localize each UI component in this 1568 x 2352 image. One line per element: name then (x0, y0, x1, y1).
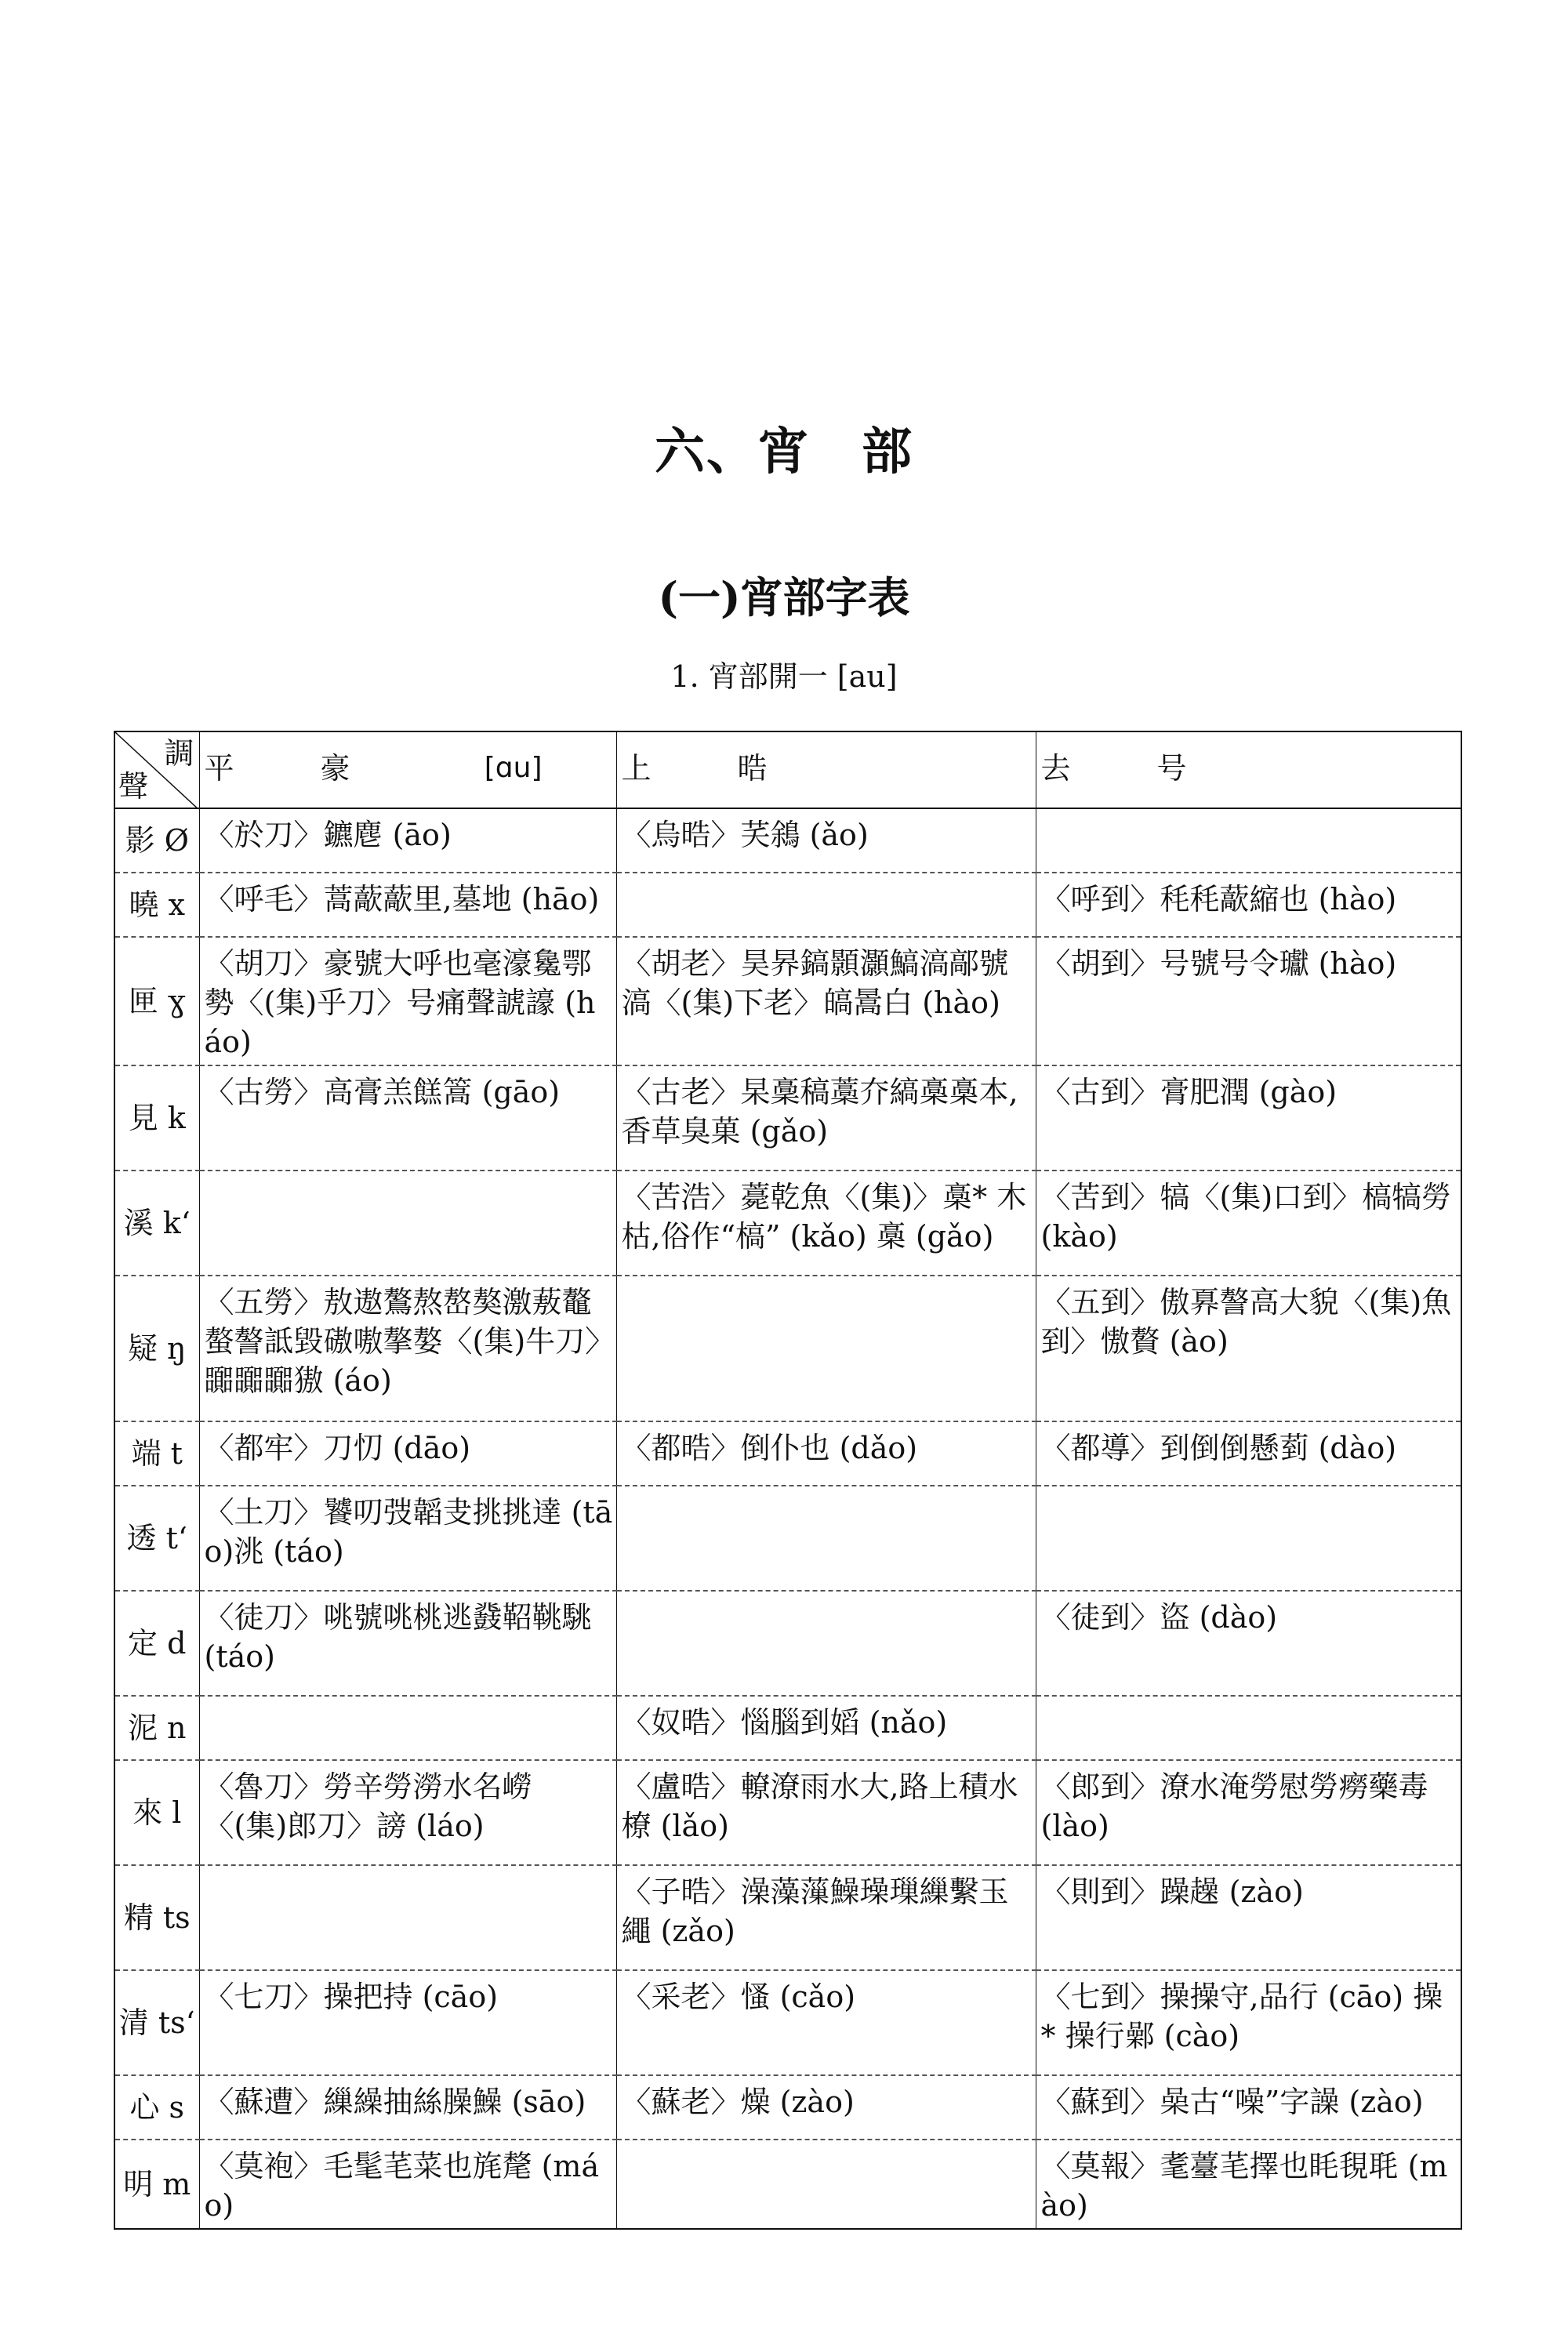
cell-ping: 〈胡刀〉豪號大呼也毫濠毚鄂勢〈(集)乎刀〉号痛聲諕譹 (háo) (199, 937, 616, 1065)
cell-qu (1036, 1486, 1461, 1591)
rhyme-table (114, 731, 1462, 2230)
header-qu-rhyme: 号 (1156, 751, 1187, 786)
table-row (114, 2075, 1461, 2140)
cell-qu: 〈都導〉到倒倒懸菿 (dào) (1036, 1421, 1461, 1486)
header-shang (616, 731, 1036, 808)
subsection-title: 1. 宵部開一 [au] (670, 659, 898, 694)
initial-label: 精 ts (114, 1865, 199, 1970)
cell-qu: 〈苦到〉犒〈(集)口到〉槁犒勞 (kào) (1036, 1171, 1461, 1276)
section-title: (一)宵部字表 (658, 572, 910, 622)
header-qu (1036, 731, 1461, 808)
cell-shang (616, 873, 1036, 937)
header-ping-ipa: [ɑu] (484, 752, 543, 784)
table-row (114, 1171, 1461, 1276)
cell-qu: 〈郎到〉潦水淹勞慰勞癆藥毒 (lào) (1036, 1760, 1461, 1865)
table-row (114, 1970, 1461, 2075)
cell-qu (1036, 1696, 1461, 1760)
cell-qu: 〈蘇到〉喿古“噪”字譟 (zào) (1036, 2075, 1461, 2140)
header-ping (199, 731, 616, 808)
cell-ping: 〈呼毛〉蒿藃藃里,墓地 (hāo) (199, 873, 616, 937)
cell-ping: 〈七刀〉操把持 (cāo) (199, 1970, 616, 2075)
initial-label: 透 t‘ (114, 1486, 199, 1591)
header-shang-tone: 上 (621, 751, 652, 786)
cell-shang (616, 1591, 1036, 1696)
cell-shang (616, 1276, 1036, 1421)
cell-qu: 〈胡到〉号號号令瓛 (hào) (1036, 937, 1461, 1065)
initial-label: 見 k (114, 1065, 199, 1171)
initial-label: 影 Ø (114, 808, 199, 873)
cell-shang (616, 2140, 1036, 2229)
cell-shang: 〈盧晧〉轑潦雨水大,路上積水橑 (lǎo) (616, 1760, 1036, 1865)
cell-shang: 〈采老〉慅 (cǎo) (616, 1970, 1036, 2075)
initial-label: 定 d (114, 1591, 199, 1696)
header-ping-tone: 平 (204, 751, 234, 786)
corner-tone-label: 調 (164, 736, 194, 771)
cell-shang (616, 1486, 1036, 1591)
table-header-row (114, 731, 1461, 808)
initial-label: 泥 n (114, 1696, 199, 1760)
header-qu-tone: 去 (1040, 751, 1071, 786)
cell-shang: 〈烏晧〉芺䳜 (ǎo) (616, 808, 1036, 873)
initial-label: 曉 x (114, 873, 199, 937)
table-row (114, 1696, 1461, 1760)
initial-label: 清 ts‘ (114, 1970, 199, 2075)
cell-shang: 〈都晧〉倒仆也 (dǎo) (616, 1421, 1036, 1486)
cell-shang: 〈苦浩〉薧乾魚〈(集)〉槀* 木枯,俗作“槁” (kǎo) 槀 (gǎo) (616, 1171, 1036, 1276)
table-row (114, 1865, 1461, 1970)
cell-shang: 〈古老〉杲稾稿藁夰縞槀槀本,香草臭菓 (gǎo) (616, 1065, 1036, 1171)
cell-ping: 〈魯刀〉勞辛勞澇水名嶗〈(集)郎刀〉謗 (láo) (199, 1760, 616, 1865)
initial-label: 溪 k‘ (114, 1171, 199, 1276)
table-row (114, 1421, 1461, 1486)
cell-shang: 〈子晧〉澡藻薻鱢璪璅繅繫玉繩 (zǎo) (616, 1865, 1036, 1970)
cell-shang: 〈胡老〉昊昦鎬顥灝鰝滈鄗號滈〈(集)下老〉皜暠白 (hào) (616, 937, 1036, 1065)
cell-ping: 〈土刀〉饕叨弢韜叏挑挑達 (tāo)洮 (táo) (199, 1486, 616, 1591)
table-row (114, 2140, 1461, 2229)
header-ping-rhyme: 豪 (320, 751, 350, 786)
table-row (114, 1591, 1461, 1696)
cell-qu: 〈則到〉躁趮 (zào) (1036, 1865, 1461, 1970)
cell-ping: 〈莫袍〉毛髦芼菜也旄氂 (máo) (199, 2140, 616, 2229)
cell-qu: 〈七到〉操操守,品行 (cāo) 操* 操行鄵 (cào) (1036, 1970, 1461, 2075)
cell-qu: 〈五到〉傲奡謷高大貌〈(集)魚到〉慠贅 (ào) (1036, 1276, 1461, 1421)
cell-ping (199, 1696, 616, 1760)
table-row (114, 937, 1461, 1065)
table-row (114, 1486, 1461, 1591)
cell-ping: 〈都牢〉刀忉 (dāo) (199, 1421, 616, 1486)
cell-qu (1036, 808, 1461, 873)
table-row (114, 808, 1461, 873)
cell-qu: 〈呼到〉秏秏藃縮也 (hào) (1036, 873, 1461, 937)
cell-shang: 〈奴晧〉惱腦到嫍 (nǎo) (616, 1696, 1036, 1760)
initial-label: 疑 ŋ (114, 1276, 199, 1421)
initial-label: 來 l (114, 1760, 199, 1865)
table-row (114, 1065, 1461, 1171)
initial-label: 匣 ɣ (114, 937, 199, 1065)
table-row (114, 873, 1461, 937)
corner-initial-label: 聲 (118, 769, 149, 804)
cell-ping: 〈於刀〉鑣麀 (āo) (199, 808, 616, 873)
cell-ping (199, 1865, 616, 1970)
initial-label: 心 s (114, 2075, 199, 2140)
table-row (114, 1276, 1461, 1421)
chapter-title: 六、宵 部 (655, 423, 913, 481)
cell-ping: 〈五勞〉敖遨鷔熬嶅獒激蔜鼇螯謷詆毀磝嗷摮嫯〈(集)牛刀〉嚻嚻嚻獓 (áo) (199, 1276, 616, 1421)
cell-qu: 〈古到〉膏肥潤 (gào) (1036, 1065, 1461, 1171)
corner-cell (114, 731, 199, 808)
cell-qu: 〈莫報〉耄薹芼擇也眊覒毦 (mào) (1036, 2140, 1461, 2229)
header-shang-rhyme: 晧 (737, 751, 768, 786)
cell-ping (199, 1171, 616, 1276)
cell-ping: 〈古勞〉高膏羔餻篙 (gāo) (199, 1065, 616, 1171)
initial-label: 端 t (114, 1421, 199, 1486)
cell-qu: 〈徒到〉盜 (dào) (1036, 1591, 1461, 1696)
initial-label: 明 m (114, 2140, 199, 2229)
cell-ping: 〈徒刀〉咷號咷桃逃鼗鞀鞉駣 (táo) (199, 1591, 616, 1696)
cell-ping: 〈蘇遭〉繅繰抽絲臊鱢 (sāo) (199, 2075, 616, 2140)
cell-shang: 〈蘇老〉燥 (zào) (616, 2075, 1036, 2140)
table-row (114, 1760, 1461, 1865)
